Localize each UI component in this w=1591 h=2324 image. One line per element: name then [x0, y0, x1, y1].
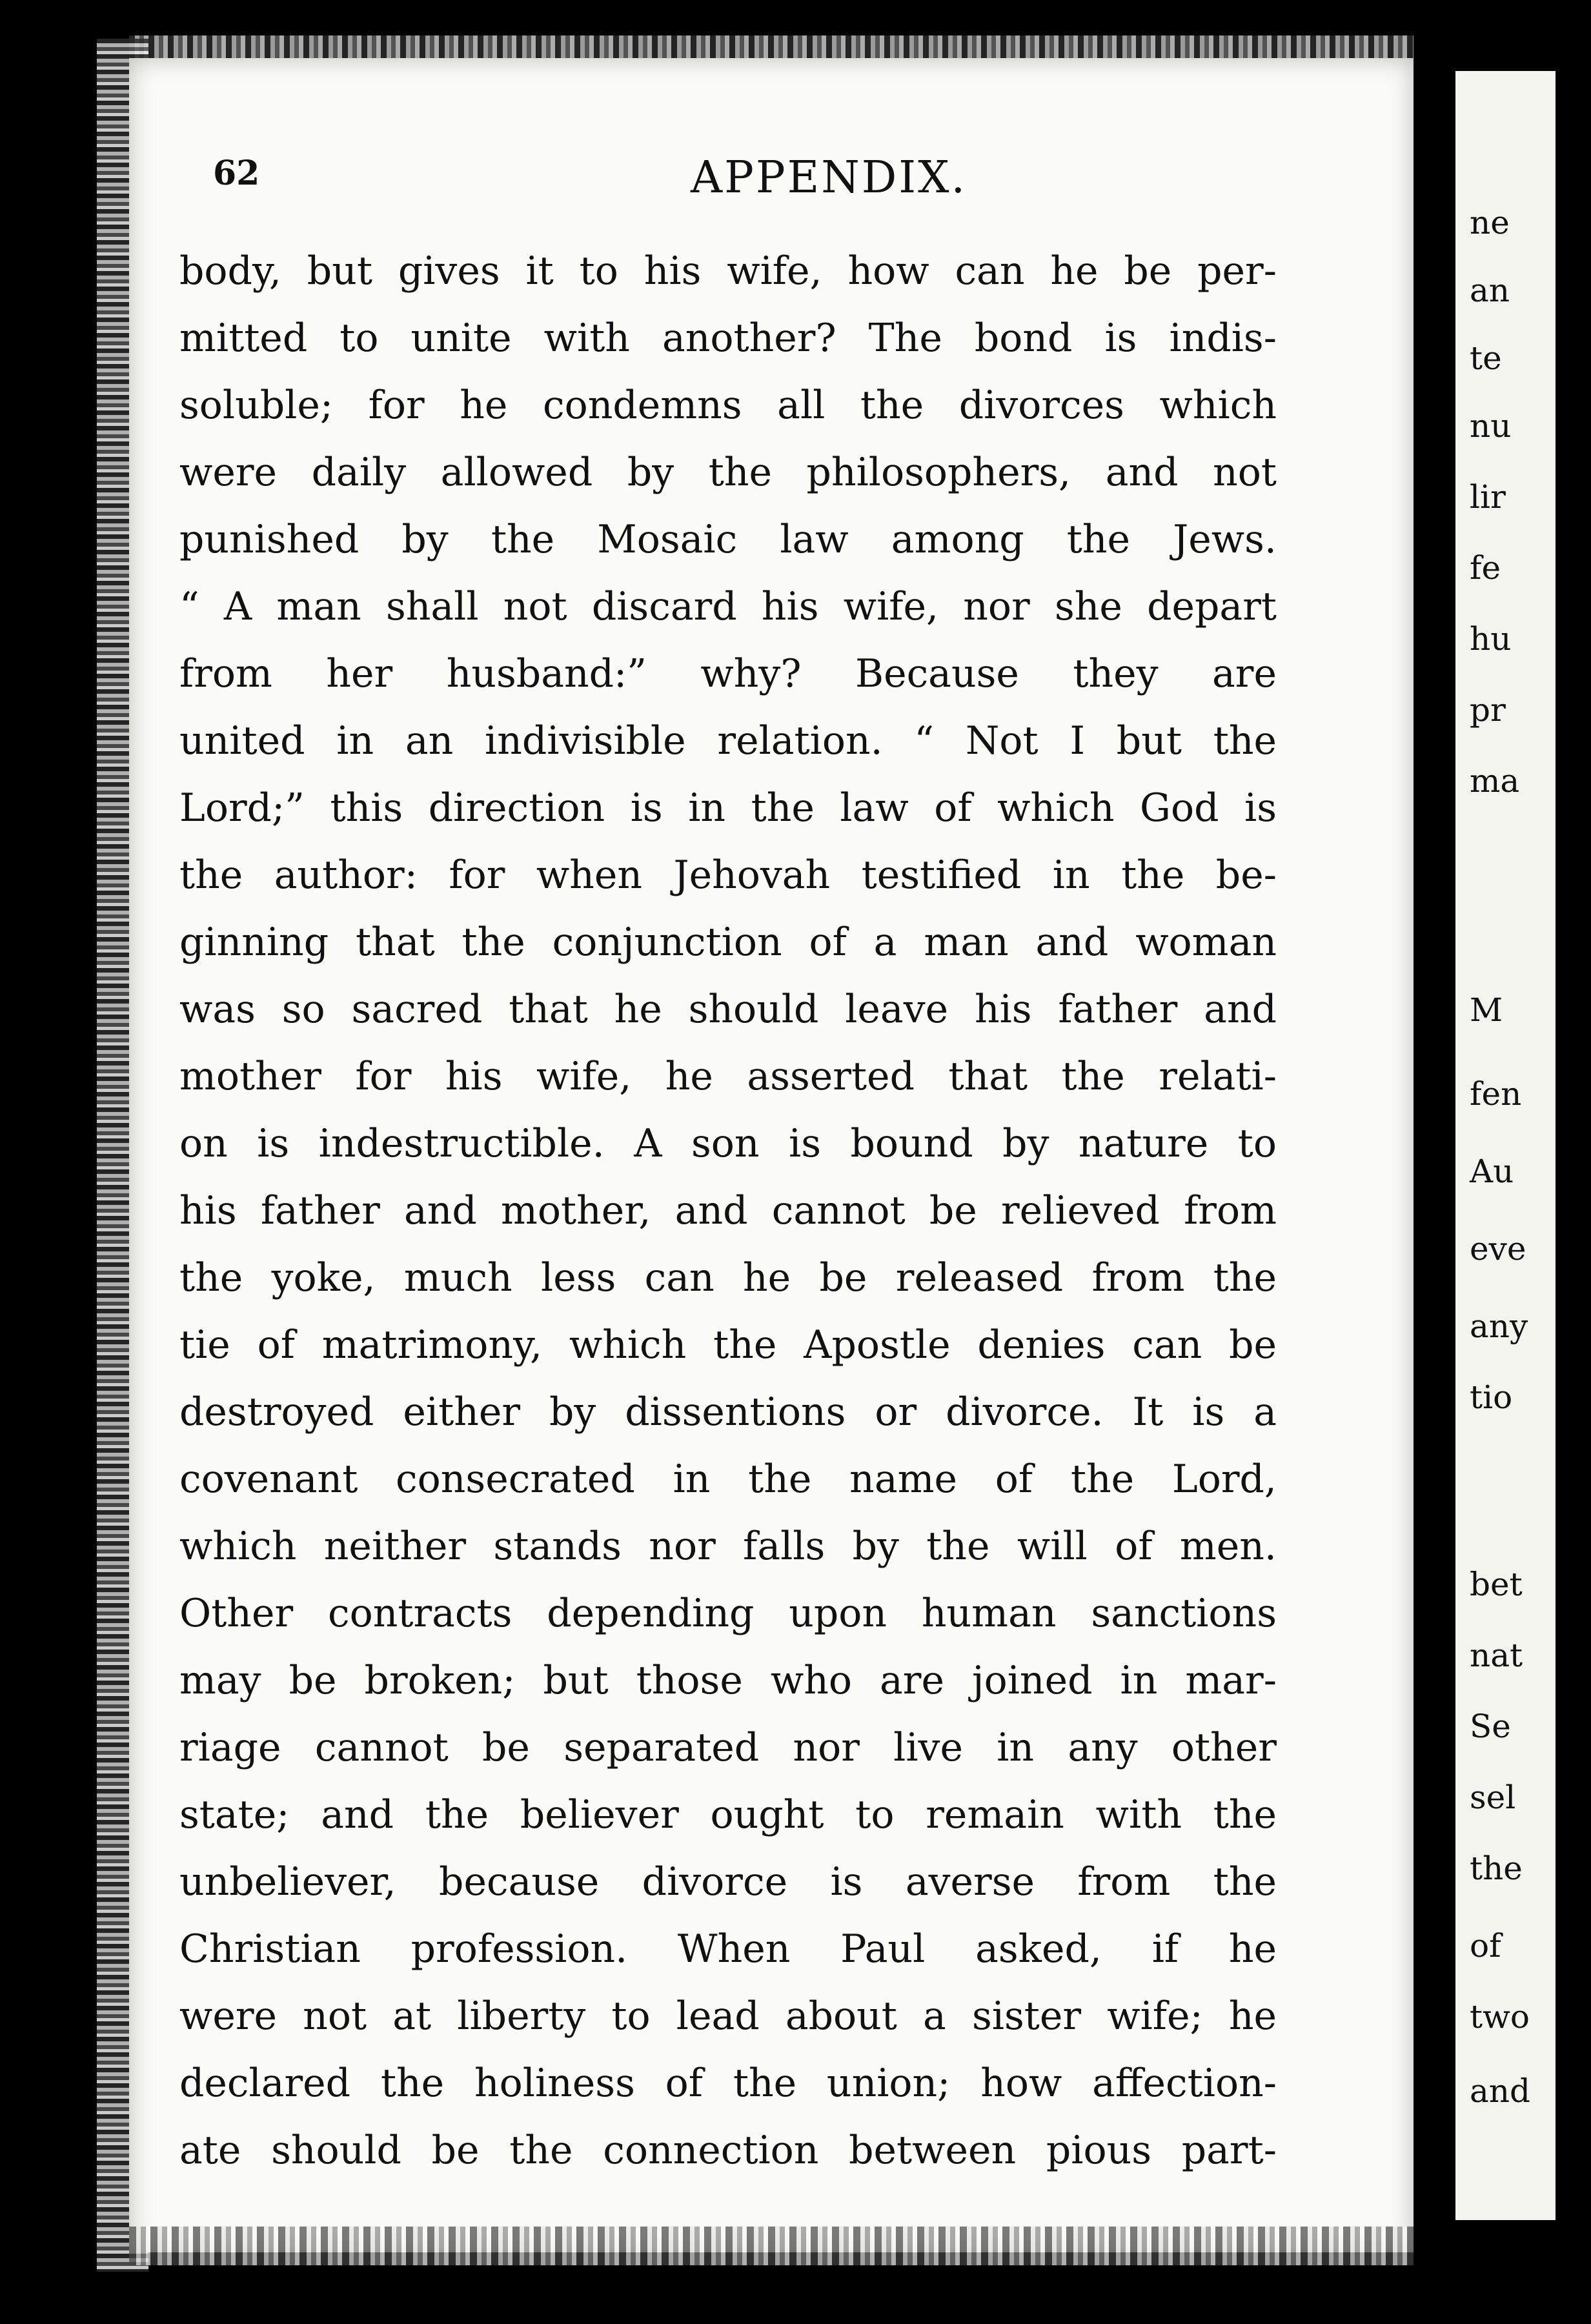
text-line: mother for his wife, he asserted that the relati- — [179, 1054, 1277, 1099]
text-line: declared the holiness of the union; how affection- — [179, 2061, 1277, 2106]
facing-page-fragment: and — [1470, 2072, 1531, 2110]
facing-page-strip — [1455, 71, 1556, 2220]
text-line: punished by the Mosaic law among the Jews. — [179, 517, 1277, 562]
text-line: “ A man shall not discard his wife, nor she depart — [179, 584, 1277, 629]
facing-page-fragment: te — [1470, 339, 1502, 377]
facing-page-fragment: fen — [1470, 1075, 1522, 1113]
text-line: soluble; for he condemns all the divorces which — [179, 383, 1277, 428]
text-line: tie of matrimony, which the Apostle denies can be — [179, 1322, 1277, 1368]
facing-page-fragment: Se — [1470, 1708, 1511, 1745]
text-line: the yoke, much less can he be released from the — [179, 1255, 1277, 1300]
facing-page-fragment: ne — [1470, 204, 1510, 241]
text-line: destroyed either by dissentions or divorce. It is a — [179, 1389, 1277, 1435]
text-line: mitted to unite with another? The bond is indis- — [179, 316, 1277, 361]
text-line: covenant consecrated in the name of the Lord, — [179, 1457, 1277, 1502]
torn-bottom-edge — [129, 2227, 1414, 2265]
facing-page-fragment: two — [1470, 1998, 1530, 2036]
facing-page-fragment: any — [1470, 1308, 1528, 1345]
facing-page-fragment: bet — [1470, 1566, 1523, 1603]
facing-page-fragment: ma — [1470, 762, 1520, 800]
facing-page-fragment: tio — [1470, 1379, 1513, 1416]
facing-page-fragment: nu — [1470, 407, 1512, 445]
facing-page-fragment: the — [1470, 1850, 1523, 1887]
text-line: Other contracts depending upon human sanctions — [179, 1591, 1277, 1636]
body-text — [179, 237, 1277, 2184]
facing-page-fragment: M — [1470, 991, 1503, 1029]
text-line: his father and mother, and cannot be relieved from — [179, 1188, 1277, 1233]
text-line: ginning that the conjunction of a man and woman — [179, 920, 1277, 965]
facing-page-fragment: fe — [1470, 549, 1501, 587]
text-line: which neither stands nor falls by the will of men. — [179, 1524, 1277, 1569]
text-line: Christian profession. When Paul asked, if he — [179, 1926, 1277, 1972]
facing-page-fragment: hu — [1470, 620, 1512, 658]
facing-page-fragment: an — [1470, 272, 1510, 309]
facing-page-fragment: sel — [1470, 1779, 1516, 1816]
facing-page-fragment: eve — [1470, 1230, 1526, 1268]
text-line: on is indestructible. A son is bound by nature to — [179, 1121, 1277, 1166]
running-head: APPENDIX. — [691, 152, 968, 203]
facing-page-fragment: nat — [1470, 1637, 1523, 1674]
facing-page-fragment: lir — [1470, 478, 1506, 516]
text-line: state; and the believer ought to remain with the — [179, 1792, 1277, 1837]
text-line: united in an indivisible relation. “ Not I but the — [179, 718, 1277, 763]
page-number: 62 — [213, 154, 260, 193]
facing-page-fragment: of — [1470, 1927, 1501, 1965]
text-line: body, but gives it to his wife, how can he be per- — [179, 248, 1277, 294]
text-line: unbeliever, because divorce is averse from the — [179, 1859, 1277, 1905]
text-line: from her husband:” why? Because they are — [179, 651, 1277, 696]
text-line: ate should be the connection between pious part- — [179, 2128, 1277, 2173]
text-line: may be broken; but those who are joined in mar- — [179, 1658, 1277, 1703]
text-line: were not at liberty to lead about a sister wife; he — [179, 1994, 1277, 2039]
text-line: was so sacred that he should leave his father and — [179, 987, 1277, 1032]
text-line: were daily allowed by the philosophers, and not — [179, 450, 1277, 495]
text-line: Lord;” this direction is in the law of which God is — [179, 785, 1277, 831]
facing-page-fragment: pr — [1470, 691, 1506, 729]
text-line: the author: for when Jehovah testified in the be- — [179, 853, 1277, 898]
text-line: riage cannot be separated nor live in any other — [179, 1725, 1277, 1770]
facing-page-fragment: Au — [1470, 1153, 1514, 1190]
